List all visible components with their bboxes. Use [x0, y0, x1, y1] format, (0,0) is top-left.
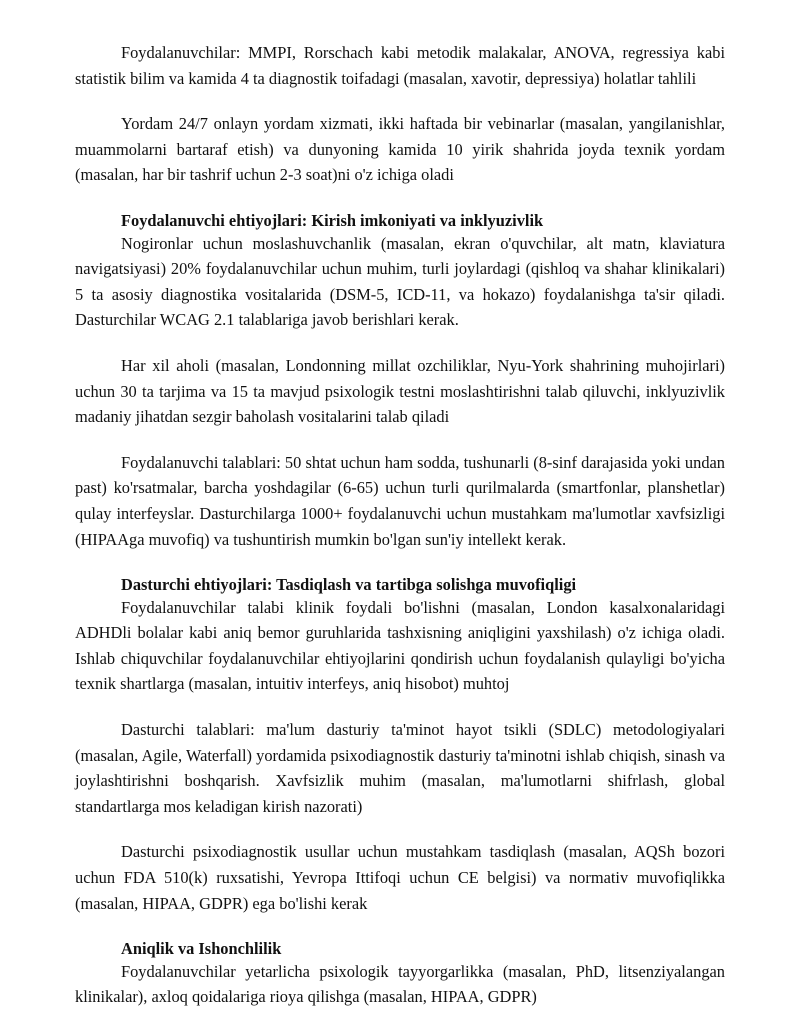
paragraph-training: Foydalanuvchilar yetarlicha psixologik tayyorgarlikka (masalan, PhD, litsenziyalangan klinikalar), axloq qoidalariga rioya qilishga (masalan, HIPAA, GDPR) [75, 961, 725, 1007]
paragraph-validation: Dasturchi psixodiagnostik usullar uchun mustahkam tasdiqlash (masalan, AQSh bozori uchun FDA 510(k) ruxsatishi, Yevropa Ittifoqi uchun CE belgisi) va normativ muvofiqlikka (masalan, HIPAA, GDPR) ega bo'lishi kerak [75, 842, 725, 913]
paragraph-user-qualifications: Foydalanuvchilar: MMPI, Rorschach kabi metodik malakalar, ANOVA, regressiya kabi statistik bilim va kamida 4 ta diagnostik toifadagi (masalan, xavotir, depressiya) holatlar tahlili [75, 43, 725, 88]
paragraph-accessibility: Nogironlar uchun moslashuvchanlik (masalan, ekran o'quvchilar, alt matn, klaviatura navigatsiyasi) 20% foydalanuvchilar uchun muhim, turli joylardagi (qishloq va shahar klinikalari) 5 ta asosiy diagnostika vositalarida (DSM-5, ICD-11, va hokazo) foydalanishga ta'sir qiladi. Dasturchilar WCAG 2.1 talablariga javob berishlari kerak. [75, 233, 725, 330]
paragraph-support: Yordam 24/7 onlayn yordam xizmati, ikki haftada bir vebinarlar (masalan, yangilanishlar, muammolarni bartaraf etish) va dunyoning kamida 10 yirik shahrida joyda texnik yordam (masalan, har bir tashrif uchun 2-3 soat)ni o'z ichiga oladi [75, 114, 725, 185]
document-page [75, 40, 725, 1030]
heading-developer-needs: Dasturchi ehtiyojlari: Tasdiqlash va tartibga solishga muvofiqligi [121, 575, 577, 595]
paragraph-inclusivity: Har xil aholi (masalan, Londonning millat ozchiliklar, Nyu-York shahrining muhojirlari) uchun 30 ta tarjima va 15 ta mavjud psixologik testni moslashtirishni talab qiluvchi, inklyuzivlik madaniy jihatdan sezgir baholash vositalarini talab qiladi [75, 355, 725, 427]
paragraph-user-requirements: Foydalanuvchi talablari: 50 shtat uchun ham sodda, tushunarli (8-sinf darajasida yoki undan past) ko'rsatmalar, barcha yoshdagilar (6-65) uchun turli qurilmalarda (smartfonlar, planshetlar) qulay interfeyslar. Dasturchilarga 1000+ foydalanuvchi uchun mustahkam ma'lumotlar xavfsizligi (HIPAAga muvofiq) va tushuntirish mumkin bo'lgan sun'iy intellekt kerak. [75, 452, 725, 549]
paragraph-developer-requirements: Dasturchi talablari: ma'lum dasturiy ta'minot hayot tsikli (SDLC) metodologiyalari (masalan, Agile, Waterfall) yordamida psixodiagnostik dasturiy ta'minotni ishlab chiqish, sinash va joylashtirishni boshqarish. Xavfsizlik muhim (masalan, ma'lumotlarni shifrlash, global standartlarga mos keladigan kirish nazorati) [75, 720, 725, 816]
heading-accuracy: Aniqlik va Ishonchlilik [121, 939, 282, 959]
heading-user-needs: Foydalanuvchi ehtiyojlari: Kirish imkoniyati va inklyuzivlik [121, 210, 544, 230]
paragraph-clinical-usefulness: Foydalanuvchilar talabi klinik foydali bo'lishni (masalan, London kasalxonalaridagi ADHDli bolalar kabi aniq bemor guruhlarida tashxisning aniqligini yaxshilash) o'z ichiga oladi. Ishlab chiquvchilar foydalanuvchilar ehtiyojlarini qondirish uchun foydalanish qulayligi bo'yicha texnik shartlarga (masalan, intuitiv interfeys, aniq hisobot) muhtoj [75, 597, 725, 694]
